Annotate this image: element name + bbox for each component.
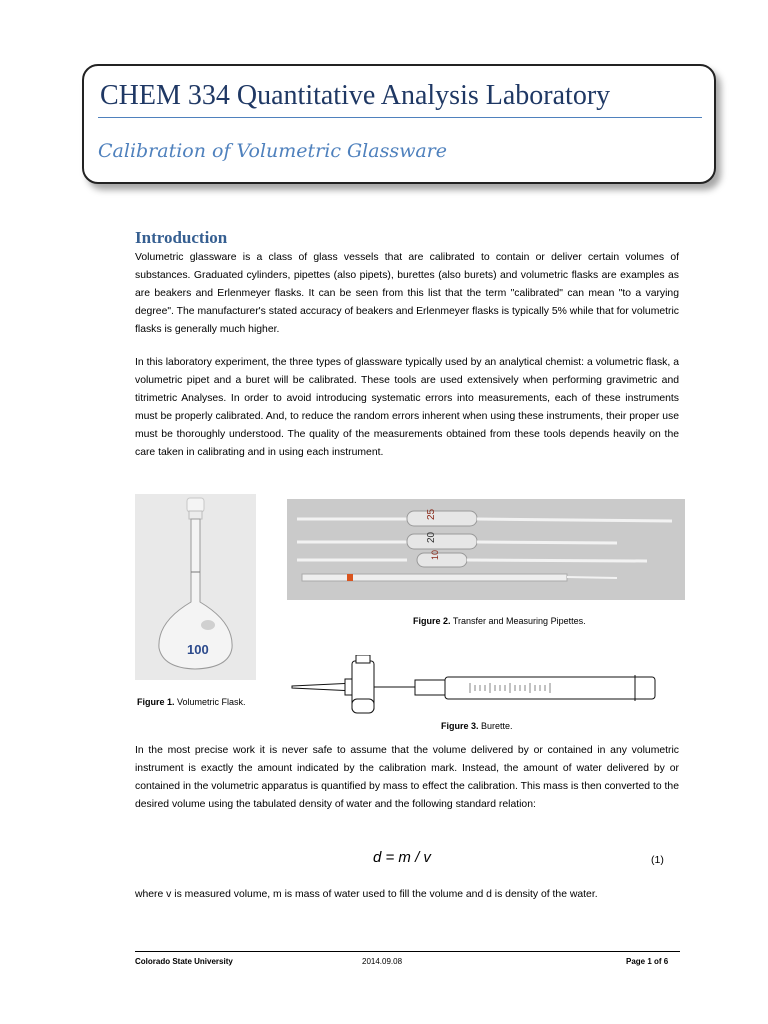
document-subtitle: Calibration of Volumetric Glassware xyxy=(98,140,447,162)
figure-2-caption xyxy=(413,616,586,626)
title-divider xyxy=(98,117,702,118)
footer-divider xyxy=(135,951,680,952)
figure-1-caption xyxy=(137,697,246,707)
equation-number: (1) xyxy=(651,854,664,866)
footer-date: 2014.09.08 xyxy=(362,957,403,966)
intro-paragraph-2: In this laboratory experiment, the three types of glassware typically used by an analytical chemist: a volumetric flask, a volumetric pipet and a buret will be calibrated. These tools are used extensively when performing gravimetric and titrimetric Analyses. In order to avoid introducing systematic errors into measurements, each of these instruments must be properly calibrated. And, to reduce the random errors inherent when using these instruments, their proper use must be thoroughly understood. The quality of the measurements obtained from these tools depends heavily on the care taken in calibrating and in using each instrument. xyxy=(135,357,679,458)
pipette-10-label: 10 xyxy=(430,549,440,560)
figure-3-label: Figure 3. xyxy=(441,721,479,731)
figure-2-label: Figure 2. xyxy=(413,616,451,626)
body-paragraph-variables: where v is measured volume, m is mass of water used to fill the volume and d is density of the water. xyxy=(135,889,598,900)
flask-label-text: 100 xyxy=(187,642,209,657)
footer-institution: Colorado State University xyxy=(135,957,233,966)
burette-diagram xyxy=(290,655,660,717)
figure-3-caption xyxy=(441,721,513,731)
section-heading-introduction: Introduction xyxy=(135,228,228,247)
title-box xyxy=(82,64,716,184)
intro-paragraph-1: Volumetric glassware is a class of glass vessels that are calibrated to contain or deliver certain volumes of substances. Graduated cylinders, pipettes (also pipets), burettes (also burets) and volumetric flasks are examples as are beakers and Erlenmeyer flasks. It can be seen from this list that the term "calibrated" can mean "to a varying degree". The manufacturer's stated accuracy of beakers and Erlenmeyer flasks is typically 5% while that for volumetric flasks is generally much higher. xyxy=(135,252,679,335)
figure-3-text: Burette. xyxy=(478,721,513,731)
pipette-25-label: 25 xyxy=(426,508,437,520)
figure-1-label: Figure 1. xyxy=(137,697,175,707)
figure-2-text: Transfer and Measuring Pipettes. xyxy=(450,616,586,626)
density-equation: d = m / v xyxy=(373,849,431,866)
body-paragraph-calibration: In the most precise work it is never safe to assume that the volume delivered by or contained in any volumetric instrument is exactly the amount indicated by the calibration mark. Instead, the amount of water delivered by or contained in the volumetric apparatus is quantified by mass to effect the calibration. This mass is then converted to the desired volume using the tabulated density of water and the following standard relation: xyxy=(135,745,679,810)
document-title: CHEM 334 Quantitative Analysis Laboratory xyxy=(100,80,611,111)
volumetric-flask-image xyxy=(135,494,256,680)
pipette-20-label: 20 xyxy=(426,531,437,543)
footer-page-number: Page 1 of 6 xyxy=(626,957,669,966)
figure-1-text: Volumetric Flask. xyxy=(174,697,246,707)
pipettes-image xyxy=(287,499,685,600)
